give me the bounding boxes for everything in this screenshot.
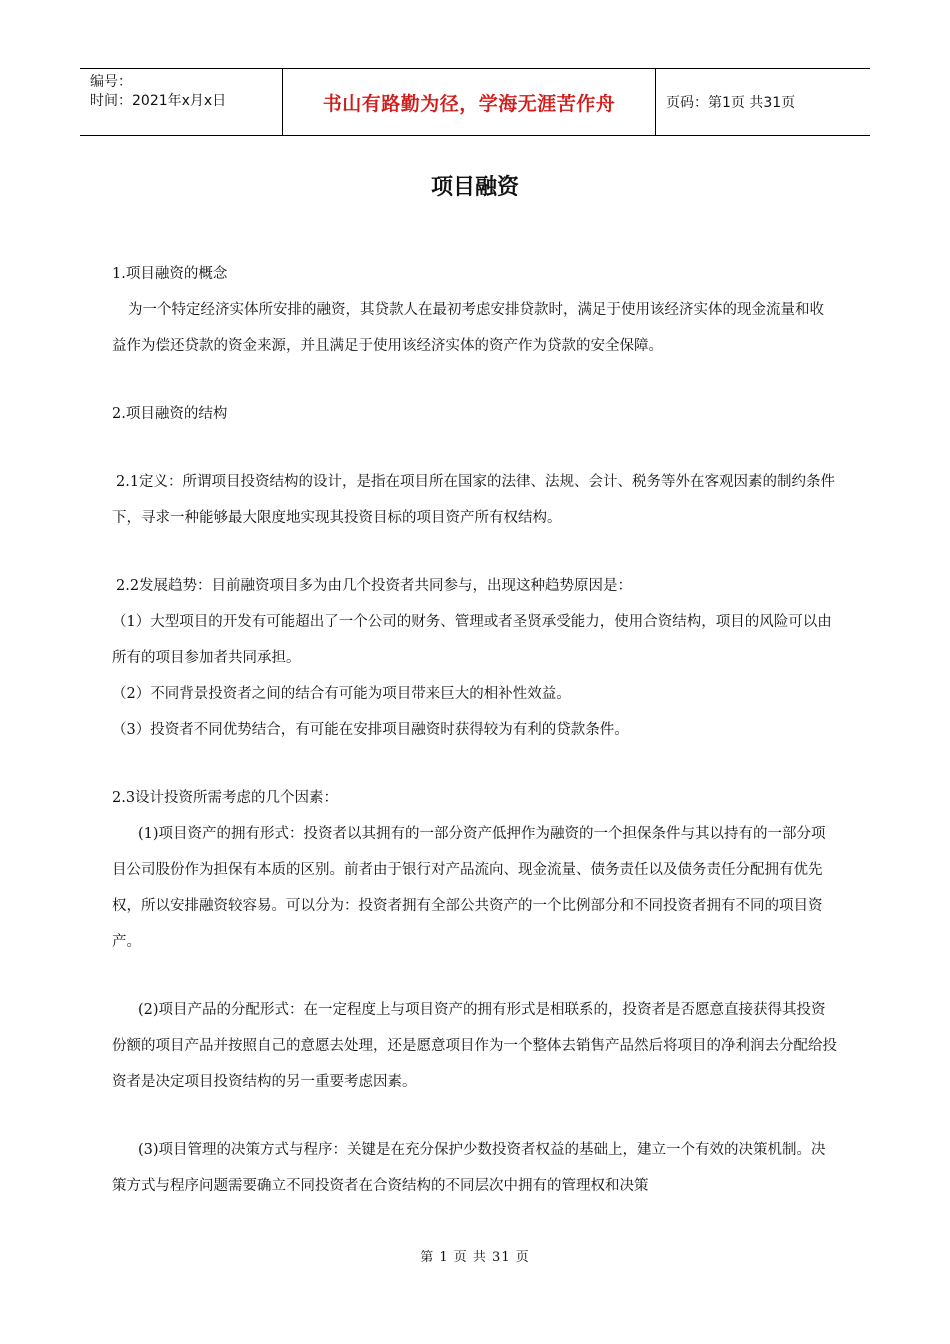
page-header [80,68,870,136]
header-page-cell [656,69,870,135]
section-2-3-heading: 2.3设计投资所需考虑的几个因素： [112,790,339,806]
number-label: 编号： [90,74,132,90]
document-body [112,256,837,1204]
header-meta [80,69,283,135]
section-1-heading: 1.项目融资的概念 [112,266,228,282]
section-2-3-item-2: (2)项目产品的分配形式：在一定程度上与项目资产的拥有形式是相联系的，投资者是否愿意直接获得其投资份额的项目产品并按照自己的意愿去处理，还是愿意项目作为一个整体去销售产品然后将项目的净利润去分配给投资者是决定项目投资结构的另一重要考虑因素。 [112,1002,837,1090]
section-2-3-item-3: (3)项目管理的决策方式与程序：关键是在充分保护少数投资者权益的基础上，建立一个有效的决策机制。决策方式与程序问题需要确立不同投资者在合资结构的不同层次中拥有的管理权和决策 [112,1142,826,1194]
header-motto-cell [283,69,656,135]
section-1-paragraph: 为一个特定经济实体所安排的融资，其贷款人在最初考虑安排贷款时，满足于使用该经济实体的现金流量和收益作为偿还贷款的资金来源，并且满足于使用该经济实体的资产作为贷款的安全保障。 [112,302,824,354]
section-2-2-item-2: （2）不同背景投资者之间的结合有可能为项目带来巨大的相补性效益。 [112,686,571,702]
document-title: 项目融资 [430,175,519,200]
section-2-2-item-3: （3）投资者不同优势结合，有可能在安排项目融资时获得较为有利的贷款条件。 [112,722,629,738]
time-label: 时间：2021年x月x日 [90,93,227,109]
page-footer: 第 1 页 共 31 页 [420,1250,530,1265]
motto: 书山有路勤为径，学海无涯苦作舟 [322,92,616,115]
section-2-heading: 2.项目融资的结构 [112,406,228,422]
page-label: 页码：第1页 共31页 [666,95,796,111]
section-2-2-intro: 2.2发展趋势：目前融资项目多为由几个投资者共同参与，出现这种趋势原因是： [116,578,633,594]
section-2-3-item-1: (1)项目资产的拥有形式：投资者以其拥有的一部分资产低押作为融资的一个担保条件与其以持有的一部分项目公司股份作为担保有本质的区别。前者由于银行对产品流向、现金流量、债务责任以及债务责任分配拥有优先权，所以安排融资较容易。可以分为：投资者拥有全部公共资产的一个比例部分和不同投资者拥有不同的项目资产。 [112,826,826,950]
section-2-1-paragraph: 2.1定义：所谓项目投资结构的设计，是指在项目所在国家的法律、法规、会计、税务等外在客观因素的制约条件下，寻求一种能够最大限度地实现其投资目标的项目资产所有权结构。 [112,474,836,526]
section-2-2-item-1: （1）大型项目的开发有可能超出了一个公司的财务、管理或者圣贤承受能力，使用合资结构，项目的风险可以由所有的项目参加者共同承担。 [112,614,832,666]
